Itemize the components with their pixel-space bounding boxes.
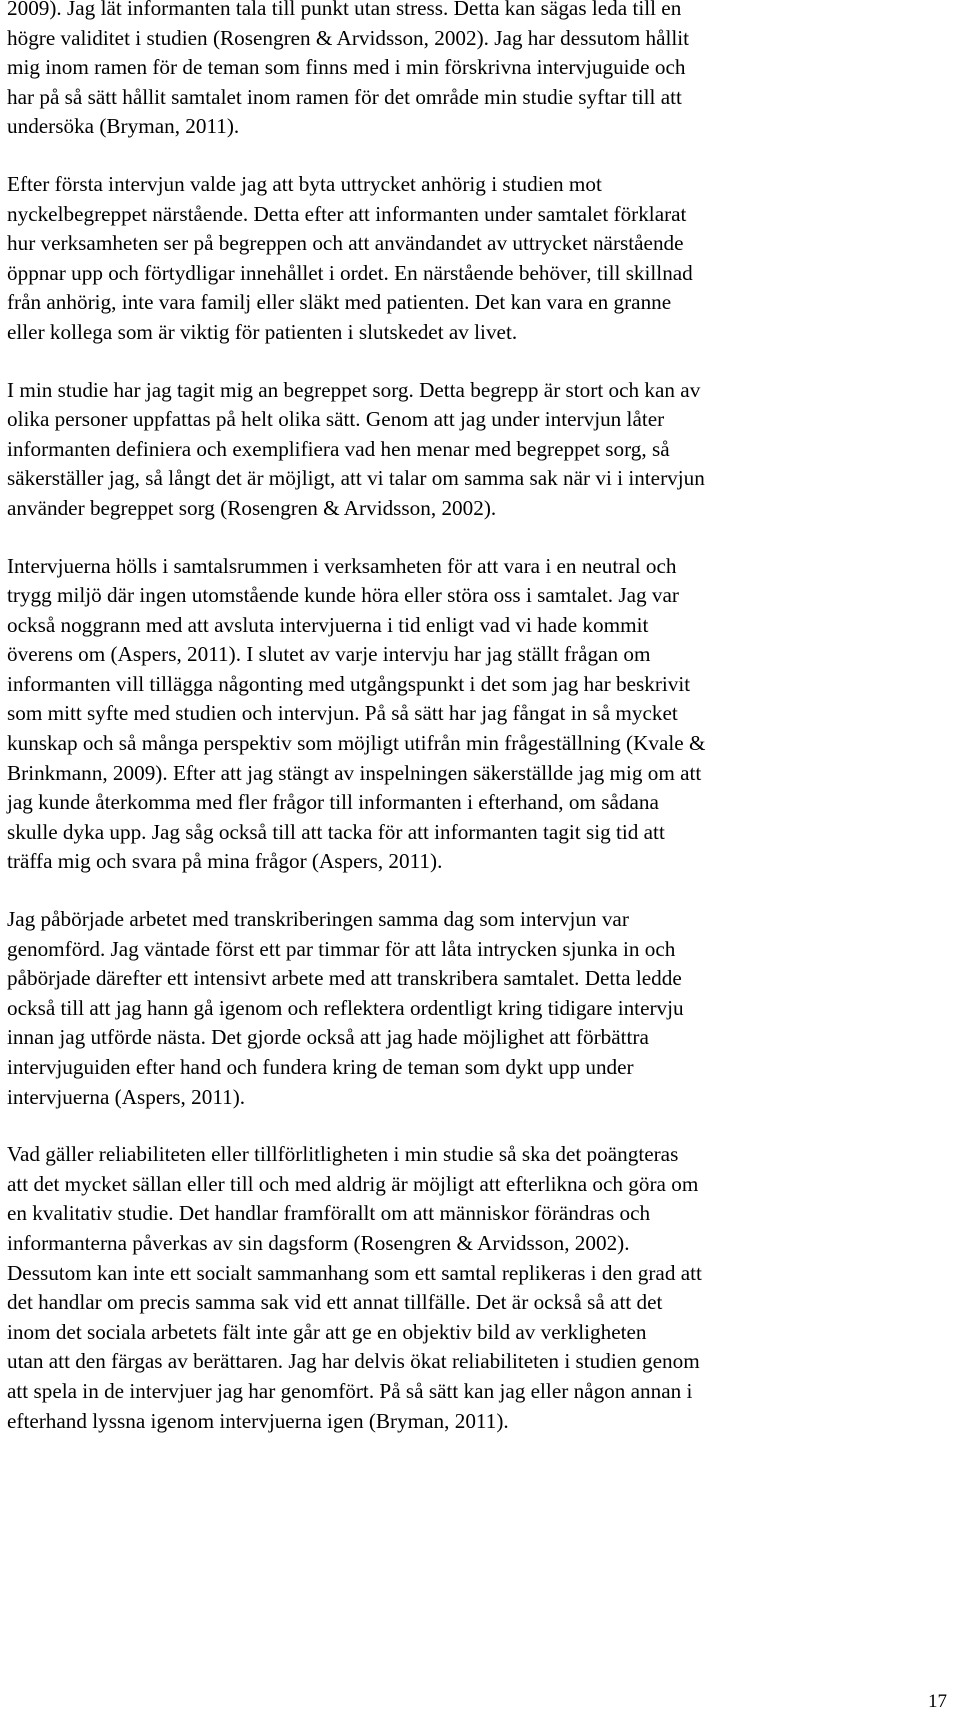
text-line: säkerställer jag, så långt det är möjligt, att vi talar om samma sak när vi i intervjun xyxy=(7,466,705,491)
text-line: har på så sätt hållit samtalet inom ramen för det område min studie syftar till att xyxy=(7,84,682,109)
paragraph-2 xyxy=(7,170,953,348)
paragraph-1 xyxy=(7,0,953,142)
text-line: också till att jag hann gå igenom och reflektera ordentligt kring tidigare intervju xyxy=(7,995,684,1020)
text-line: jag kunde återkomma med fler frågor till informanten i efterhand, om sådana xyxy=(7,790,659,815)
text-line: nyckelbegreppet närstående. Detta efter att informanten under samtalet förklarat xyxy=(7,201,687,226)
text-line: informanten definiera och exemplifiera vad hen menar med begreppet sorg, så xyxy=(7,436,670,461)
paragraph-4 xyxy=(7,552,953,878)
text-line: att det mycket sällan eller till och med aldrig är möjligt att efterlikna och göra om xyxy=(7,1171,699,1196)
text-line: att spela in de intervjuer jag har genomfört. På så sätt kan jag eller någon annan i xyxy=(7,1378,693,1403)
text-line: innan jag utförde nästa. Det gjorde också att jag hade möjlighet att förbättra xyxy=(7,1025,649,1050)
text-line: 2009). Jag lät informanten tala till punkt utan stress. Detta kan sägas leda till en xyxy=(7,0,682,20)
text-line: I min studie har jag tagit mig an begreppet sorg. Detta begrepp är stort och kan av xyxy=(7,377,701,402)
text-line: Vad gäller reliabiliteten eller tillförlitligheten i min studie så ska det poängteras xyxy=(7,1142,679,1167)
paragraph-gap xyxy=(7,348,953,376)
text-line: öppnar upp och förtydligar innehållet i ordet. En närstående behöver, till skillnad xyxy=(7,260,693,285)
text-line: Brinkmann, 2009). Efter att jag stängt av inspelningen säkerställde jag mig om att xyxy=(7,760,702,785)
paragraph-gap xyxy=(7,877,953,905)
document-page xyxy=(7,0,953,1726)
text-line: informanten vill tillägga någonting med utgångspunkt i det som jag har beskrivit xyxy=(7,671,691,696)
text-line: undersöka (Bryman, 2011). xyxy=(7,114,240,139)
text-line: utan att den färgas av berättaren. Jag har delvis ökat reliabiliteten i studien genom xyxy=(7,1349,700,1374)
text-line: skulle dyka upp. Jag såg också till att tacka för att informanten tagit sig tid att xyxy=(7,819,665,844)
document-body xyxy=(7,0,953,1436)
text-line: intervjuguiden efter hand och fundera kring de teman som dykt upp under xyxy=(7,1055,634,1079)
paragraph-gap xyxy=(7,1112,953,1140)
paragraph-3 xyxy=(7,376,953,524)
paragraph-5 xyxy=(7,905,953,1112)
paragraph-gap xyxy=(7,142,953,170)
paragraph-6 xyxy=(7,1140,953,1436)
text-line: inom det sociala arbetets fält inte går att ge en objektiv bild av verkligheten xyxy=(7,1319,647,1344)
text-line: olika personer uppfattas på helt olika sätt. Genom att jag under intervjun låter xyxy=(7,407,665,432)
text-line: Jag påbörjade arbetet med transkriberingen samma dag som intervjun var xyxy=(7,907,629,932)
text-line: påbörjade därefter ett intensivt arbete med att transkribera samtalet. Detta ledde xyxy=(7,966,682,991)
text-line: en kvalitativ studie. Det handlar framförallt om att människor förändras och xyxy=(7,1201,651,1226)
text-line: från anhörig, inte vara familj eller släkt med patienten. Det kan vara en granne xyxy=(7,290,672,315)
page-number: 17 xyxy=(928,1691,947,1712)
text-line: trygg miljö där ingen utomstående kunde höra eller störa oss i samtalet. Jag var xyxy=(7,583,679,608)
text-line: Dessutom kan inte ett socialt sammanhang som ett samtal replikeras i den grad att xyxy=(7,1260,702,1285)
text-line: hur verksamheten ser på begreppen och att användandet av uttrycket närstående xyxy=(7,231,684,256)
text-line: som mitt syfte med studien och intervjun. På så sätt har jag fångat in så mycket xyxy=(7,701,678,726)
text-line: träffa mig och svara på mina frågor (Aspers, 2011). xyxy=(7,849,443,874)
text-line: genomförd. Jag väntade först ett par timmar för att låta intrycken sjunka in och xyxy=(7,936,676,961)
text-line: intervjuerna (Aspers, 2011). xyxy=(7,1084,246,1109)
text-line: högre validitet i studien (Rosengren & Arvidsson, 2002). Jag har dessutom hållit xyxy=(7,25,690,50)
text-line: Intervjuerna hölls i samtalsrummen i verksamheten för att vara i en neutral och xyxy=(7,553,677,578)
text-line: mig inom ramen för de teman som finns med i min förskrivna intervjuguide och xyxy=(7,55,686,80)
text-line: överens om (Aspers, 2011). I slutet av varje intervju har jag ställt frågan om xyxy=(7,642,651,667)
text-line: Efter första intervjun valde jag att byta uttrycket anhörig i studien mot xyxy=(7,171,602,196)
text-line: kunskap och så många perspektiv som möjligt utifrån min frågeställning (Kvale & xyxy=(7,731,706,756)
text-line: eller kollega som är viktig för patienten i slutskedet av livet. xyxy=(7,319,518,344)
text-line: också noggrann med att avsluta intervjuerna i tid enligt vad vi hade kommit xyxy=(7,612,649,637)
text-line: efterhand lyssna igenom intervjuerna igen (Bryman, 2011). xyxy=(7,1408,509,1433)
text-line: använder begreppet sorg (Rosengren & Arvidsson, 2002). xyxy=(7,495,497,520)
text-line: informanterna påverkas av sin dagsform (Rosengren & Arvidsson, 2002). xyxy=(7,1230,630,1255)
text-line: det handlar om precis samma sak vid ett annat tillfälle. Det är också så att det xyxy=(7,1290,663,1315)
paragraph-gap xyxy=(7,524,953,552)
